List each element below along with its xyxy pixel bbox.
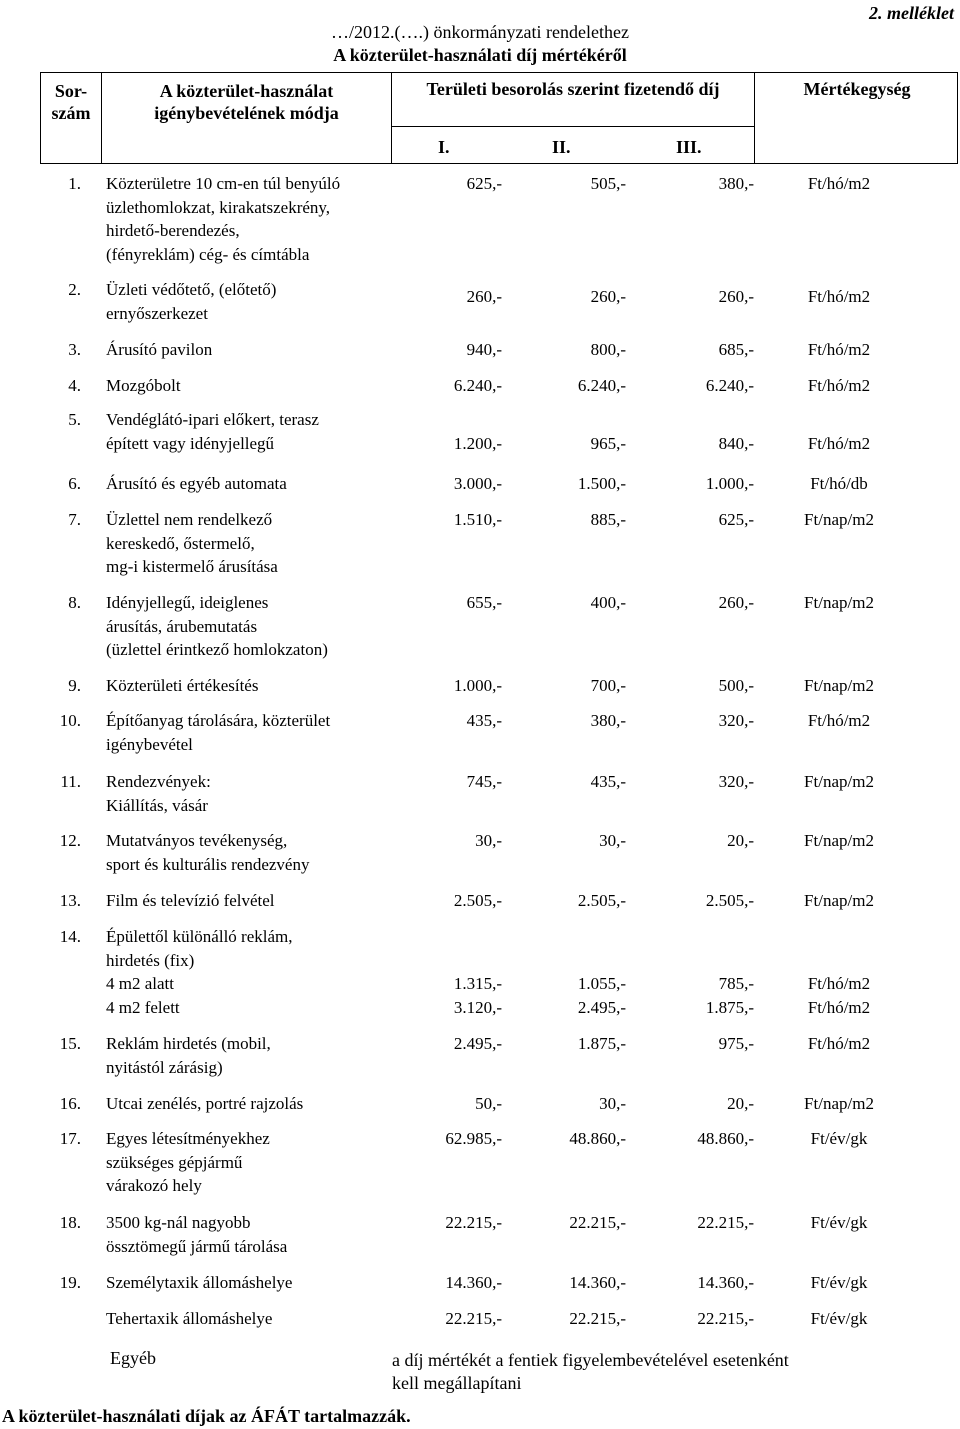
fee-value-v3: 320,- — [718, 772, 754, 791]
row-description — [106, 674, 258, 698]
row-description — [106, 1307, 272, 1331]
header-bottom-border — [40, 163, 958, 164]
column-header-sorszam: Sor- szám — [51, 81, 91, 123]
fee-value-v1: 14.360,- — [445, 1273, 502, 1292]
row-description — [106, 1211, 287, 1258]
row-description-line: kereskedő, őstermelő, — [106, 533, 255, 553]
row-description — [106, 1032, 271, 1079]
fee-value-v2: 30,- — [599, 1094, 626, 1113]
fee-value-v1: 1.510,- — [453, 510, 502, 529]
row-description-line: ernyőszerkezet — [106, 303, 208, 323]
fee-value-v2: 22.215,- — [569, 1213, 626, 1232]
row-number: 4. — [68, 376, 81, 395]
row-description-line: Árusító és egyéb automata — [106, 474, 287, 493]
fee-value-v1b: 3.120,- — [453, 998, 502, 1017]
fee-value-v1: 50,- — [475, 1094, 502, 1113]
fee-value-v3: 14.360,- — [697, 1273, 754, 1292]
fee-value-v2: 380,- — [590, 711, 626, 730]
fee-value-v3: 22.215,- — [697, 1213, 754, 1232]
row-description — [106, 1127, 270, 1198]
row-number: 6. — [68, 474, 81, 493]
fee-value-v1: 655,- — [466, 593, 502, 612]
row-number: 19. — [59, 1273, 81, 1292]
row-description — [106, 508, 278, 579]
unit-value: Ft/hó/m2 — [807, 287, 871, 306]
header-top-border — [40, 72, 958, 73]
row-description-line: (fényreklám) cég- és címtábla — [106, 244, 310, 264]
row-description-line: várakozó hely — [106, 1176, 202, 1195]
fee-value-v2: 14.360,- — [569, 1273, 626, 1292]
fee-value-v1: 2.505,- — [453, 891, 502, 910]
fee-value-v1: 1.315,- — [453, 974, 502, 993]
unit-value-b: Ft/hó/m2 — [807, 998, 871, 1017]
fee-value-v3: 685,- — [718, 340, 754, 359]
vertical-divider-left — [40, 72, 41, 164]
row-number: 16. — [59, 1094, 81, 1113]
unit-value: Ft/hó/m2 — [807, 434, 871, 453]
fee-value-v2: 22.215,- — [569, 1309, 626, 1328]
row-description-line: szükséges gépjármű — [106, 1152, 243, 1172]
zone-header-3: III. — [676, 137, 702, 157]
fee-value-v3: 20,- — [727, 1094, 754, 1113]
row-description — [106, 278, 276, 325]
row-description-line: mg-i kistermelő árusítása — [106, 557, 278, 576]
unit-value: Ft/hó/m2 — [807, 974, 871, 993]
row-description — [106, 829, 309, 876]
unit-value: Ft/hó/m2 — [807, 340, 871, 359]
row-number: 15. — [59, 1034, 81, 1053]
unit-value: Ft/nap/m2 — [804, 891, 874, 910]
fee-value-v2: 700,- — [590, 676, 626, 695]
fee-value-v3: 260,- — [718, 593, 754, 612]
fee-value-v3: 320,- — [718, 711, 754, 730]
fee-value-v1: 22.215,- — [445, 1309, 502, 1328]
row-description-line: Reklám hirdetés (mobil, — [106, 1034, 271, 1053]
fee-value-v1: 30,- — [475, 831, 502, 850]
fee-value-v2: 435,- — [590, 772, 626, 791]
row-description-line: sport és kulturális rendezvény — [106, 854, 310, 874]
row-number: 14. — [59, 927, 81, 946]
fee-value-v3: 260,- — [718, 287, 754, 306]
row-description-line: Mozgóbolt — [106, 376, 181, 395]
row-number: 8. — [68, 593, 81, 612]
row-description — [106, 172, 340, 266]
unit-value: Ft/hó/m2 — [807, 1034, 871, 1053]
row-description — [106, 709, 330, 756]
row-description-line: össztömegű jármű tárolása — [106, 1236, 288, 1256]
row-description-line: Utcai zenélés, portré rajzolás — [106, 1094, 304, 1113]
row-description-line: Árusító pavilon — [106, 340, 213, 359]
fee-value-v1: 1.200,- — [453, 434, 502, 453]
row-description-line: épített vagy idényjellegű — [106, 433, 275, 453]
vertical-divider-3 — [754, 72, 755, 164]
fee-value-v3: 625,- — [718, 510, 754, 529]
unit-value: Ft/hó/m2 — [807, 711, 871, 730]
egyeb-label: Egyéb — [110, 1348, 156, 1368]
row-number: 18. — [59, 1213, 81, 1232]
decree-reference: …/2012.(….) önkormányzati rendelethez — [331, 22, 629, 42]
fee-value-v3: 500,- — [718, 676, 754, 695]
row-description-line: Közterületre 10 cm-en túl benyúló — [106, 174, 341, 193]
column-header-mode: A közterület-használat igénybevételének módja — [154, 81, 339, 123]
row-description-line: hirdető-berendezés, — [106, 221, 240, 240]
row-description-line: 4 m2 alatt — [106, 974, 174, 993]
document-title: A közterület-használati díj mértékéről — [333, 45, 627, 65]
row-description-line: Mutatványos tevékenység, — [106, 831, 288, 850]
fee-value-v2: 965,- — [590, 434, 626, 453]
fee-value-v2: 505,- — [590, 174, 626, 193]
row-number: 12. — [59, 831, 81, 850]
row-description-line: Film és televízió felvétel — [106, 891, 275, 910]
row-number: 13. — [59, 891, 81, 910]
row-description — [106, 591, 328, 662]
row-number: 2. — [68, 280, 81, 299]
unit-value: Ft/év/gk — [810, 1129, 868, 1148]
fee-value-v2: 1.875,- — [577, 1034, 626, 1053]
fee-value-v2: 400,- — [590, 593, 626, 612]
fee-value-v3: 380,- — [718, 174, 754, 193]
column-header-fee: Területi besorolás szerint fizetendő díj — [426, 79, 720, 99]
row-description-line: üzlethomlokzat, kirakatszekrény, — [106, 197, 331, 217]
row-description — [106, 889, 275, 913]
unit-value: Ft/nap/m2 — [804, 510, 874, 529]
fee-value-v3: 2.505,- — [705, 891, 754, 910]
fee-value-v2: 260,- — [590, 287, 626, 306]
row-description — [106, 338, 212, 362]
annex-label: 2. melléklet — [869, 3, 954, 23]
fee-value-v1: 62.985,- — [445, 1129, 502, 1148]
fee-value-v3: 975,- — [718, 1034, 754, 1053]
fee-value-v2: 1.055,- — [577, 974, 626, 993]
row-description-line: hirdetés (fix) — [106, 950, 195, 970]
fee-value-v3: 48.860,- — [697, 1129, 754, 1148]
unit-value: Ft/hó/m2 — [807, 174, 871, 193]
row-description-line: árusítás, árubemutatás — [106, 616, 258, 636]
fee-value-v3: 20,- — [727, 831, 754, 850]
fee-value-v1: 745,- — [466, 772, 502, 791]
fee-value-v2: 800,- — [590, 340, 626, 359]
row-description-line: (üzlettel érintkező homlokzaton) — [106, 640, 328, 659]
fee-value-v1: 22.215,- — [445, 1213, 502, 1232]
fee-value-v2b: 2.495,- — [577, 998, 626, 1017]
fee-value-v1: 3.000,- — [453, 474, 502, 493]
row-description-line: 3500 kg-nál nagyobb — [106, 1213, 251, 1232]
row-description-line: igénybevétel — [106, 734, 193, 754]
vertical-divider-right — [957, 72, 958, 164]
row-description-line: Tehertaxik állomáshelye — [106, 1309, 273, 1328]
unit-value: Ft/hó/m2 — [807, 376, 871, 395]
row-description-line: Rendezvények: — [106, 772, 211, 791]
row-description-line: Üzleti védőtető, (előtető) — [106, 280, 277, 299]
row-number: 10. — [59, 711, 81, 730]
column-header-unit: Mértékegység — [803, 79, 911, 99]
row-number: 7. — [68, 510, 81, 529]
unit-value: Ft/nap/m2 — [804, 1094, 874, 1113]
zone-header-2: II. — [552, 137, 571, 157]
vat-note: A közterület-használati díjak az ÁFÁT tartalmazzák. — [2, 1406, 411, 1426]
fee-value-v2: 6.240,- — [577, 376, 626, 395]
fee-value-v2: 30,- — [599, 831, 626, 850]
fee-value-v3: 6.240,- — [705, 376, 754, 395]
fee-value-v1: 6.240,- — [453, 376, 502, 395]
unit-value: Ft/év/gk — [810, 1309, 868, 1328]
row-number: 5. — [68, 410, 81, 429]
row-description-line: Kiállítás, vásár — [106, 795, 208, 815]
row-description — [106, 472, 287, 496]
fee-value-v1: 1.000,- — [453, 676, 502, 695]
row-description — [106, 1271, 292, 1295]
fee-value-v2: 48.860,- — [569, 1129, 626, 1148]
row-description — [106, 374, 181, 398]
fee-value-v1: 940,- — [466, 340, 502, 359]
row-description-line: Közterületi értékesítés — [106, 676, 259, 695]
fee-value-v1: 625,- — [466, 174, 502, 193]
unit-value: Ft/hó/db — [810, 474, 868, 493]
row-description-line: Épülettől különálló reklám, — [106, 927, 293, 946]
row-number: 9. — [68, 676, 81, 695]
fee-value-v3: 785,- — [718, 974, 754, 993]
row-number: 11. — [60, 772, 81, 791]
fee-value-v1: 260,- — [466, 287, 502, 306]
fee-value-v3: 1.000,- — [705, 474, 754, 493]
row-description-line: Építőanyag tárolására, közterület — [106, 711, 331, 730]
unit-value: Ft/nap/m2 — [804, 593, 874, 612]
fee-value-v3: 840,- — [718, 434, 754, 453]
egyeb-note: a díj mértékét a fentiek figyelembevételével esetenként kell megállapítani — [392, 1350, 789, 1393]
fee-value-v2: 2.505,- — [577, 891, 626, 910]
row-description-line: Idényjellegű, ideiglenes — [106, 593, 269, 612]
unit-value: Ft/év/gk — [810, 1273, 868, 1292]
unit-value: Ft/év/gk — [810, 1213, 868, 1232]
row-description — [106, 408, 319, 455]
unit-value: Ft/nap/m2 — [804, 772, 874, 791]
row-description-line: Egyes létesítményekhez — [106, 1129, 270, 1148]
row-description — [106, 1092, 303, 1116]
row-number: 3. — [68, 340, 81, 359]
header-divider — [391, 126, 754, 127]
fee-value-v1: 435,- — [466, 711, 502, 730]
row-number: 17. — [59, 1129, 81, 1148]
fee-value-v2: 1.500,- — [577, 474, 626, 493]
vertical-divider-2 — [391, 72, 392, 164]
fee-value-v1: 2.495,- — [453, 1034, 502, 1053]
row-description-line: nyitástól zárásig) — [106, 1057, 223, 1077]
row-description-line: Üzlettel nem rendelkező — [106, 510, 273, 529]
unit-value: Ft/nap/m2 — [804, 676, 874, 695]
row-number: 1. — [68, 174, 81, 193]
fee-value-v3b: 1.875,- — [705, 998, 754, 1017]
fee-value-v2: 885,- — [590, 510, 626, 529]
unit-value: Ft/nap/m2 — [804, 831, 874, 850]
row-description-line: 4 m2 felett — [106, 997, 180, 1017]
row-description-line: Vendéglátó-ipari előkert, terasz — [106, 410, 319, 429]
fee-value-v3: 22.215,- — [697, 1309, 754, 1328]
row-description — [106, 925, 293, 1019]
row-description-line: Személytaxik állomáshelye — [106, 1273, 293, 1292]
vertical-divider-1 — [101, 72, 102, 164]
row-description — [106, 770, 211, 817]
zone-header-1: I. — [438, 137, 450, 157]
